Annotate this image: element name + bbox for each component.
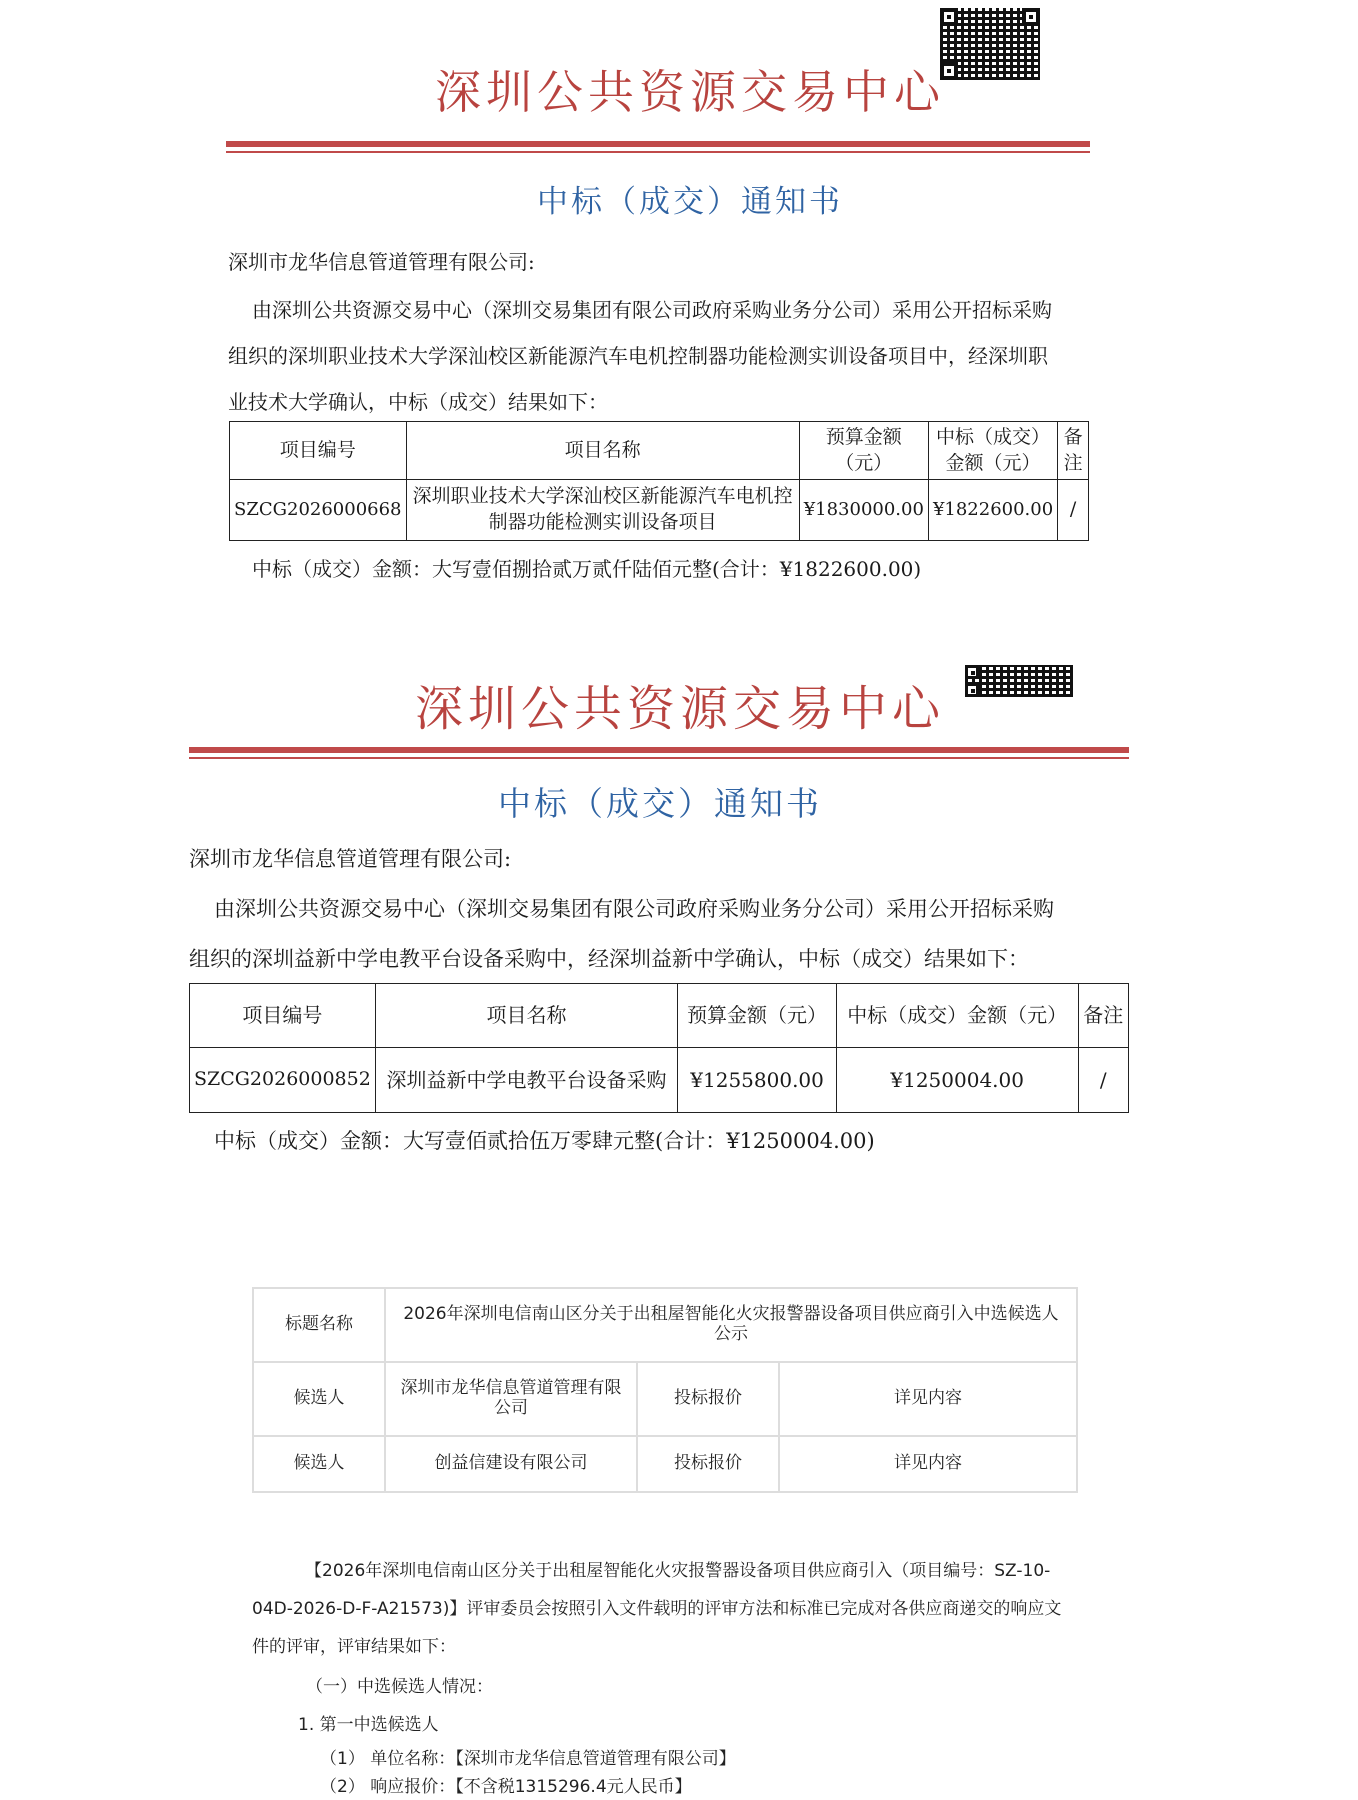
table-header: 预算金额（元） <box>678 984 837 1048</box>
table-cell: ¥1255800.00 <box>678 1048 837 1113</box>
paragraph-line: 件的评审，评审结果如下： <box>252 1637 456 1657</box>
candidate-label: 候选人 <box>253 1362 385 1436</box>
doc-title: 中标（成交）通知书 <box>537 184 843 220</box>
body-line: 组织的深圳益新中学电教平台设备采购中，经深圳益新中学确认，中标（成交）结果如下： <box>189 947 1029 971</box>
addressee: 深圳市龙华信息管道管理有限公司: <box>228 250 535 274</box>
table-cell: ¥1830000.00 <box>799 480 928 541</box>
addressee: 深圳市龙华信息管道管理有限公司: <box>189 847 512 871</box>
header-rule-thin <box>189 757 1129 759</box>
title-label: 标题名称 <box>253 1288 385 1362</box>
body-line: 业技术大学确认，中标（成交）结果如下： <box>228 390 608 414</box>
table-cell: / <box>1058 480 1089 541</box>
table-header: 项目名称 <box>406 422 799 480</box>
body-line: 由深圳公共资源交易中心（深圳交易集团有限公司政府采购业务分公司）采用公开招标采购 <box>214 897 1054 921</box>
title-value: 2026年深圳电信南山区分关于出租屋智能化火灾报警器设备项目供应商引入中选候选人公示 <box>385 1288 1077 1362</box>
candidate-label: 候选人 <box>253 1436 385 1492</box>
qr-code-icon <box>965 665 1073 697</box>
table-cell: ¥1250004.00 <box>836 1048 1078 1113</box>
table-header: 中标（成交）金额（元） <box>928 422 1057 480</box>
detail-link[interactable]: 详见内容 <box>779 1436 1077 1492</box>
amount-line: 中标（成交）金额：大写壹佰贰拾伍万零肆元整(合计：¥1250004.00) <box>214 1129 875 1153</box>
bid-label: 投标报价 <box>637 1362 779 1436</box>
award-table <box>189 983 1129 1113</box>
table-header: 备注 <box>1058 422 1089 480</box>
table-header: 项目编号 <box>190 984 376 1048</box>
table-cell: ¥1822600.00 <box>928 480 1057 541</box>
table-header: 预算金额（元） <box>799 422 928 480</box>
candidate-name: 深圳市龙华信息管道管理有限公司 <box>385 1362 637 1436</box>
body-line: 组织的深圳职业技术大学深汕校区新能源汽车电机控制器功能检测实训设备项目中，经深圳职 <box>228 344 1048 368</box>
doc-title: 中标（成交）通知书 <box>498 784 822 823</box>
header-rule-thick <box>226 141 1090 147</box>
body-line: 由深圳公共资源交易中心（深圳交易集团有限公司政府采购业务分公司）采用公开招标采购 <box>252 298 1052 322</box>
header-rule-thin <box>226 151 1090 153</box>
list-item: （2） 响应报价：【不含税1315296.4元人民币】 <box>320 1777 692 1797</box>
org-title: 深圳公共资源交易中心 <box>414 681 945 737</box>
table-cell: SZCG2026000668 <box>230 480 407 541</box>
detail-link[interactable]: 详见内容 <box>779 1362 1077 1436</box>
table-cell: 深圳职业技术大学深汕校区新能源汽车电机控制器功能检测实训设备项目 <box>406 480 799 541</box>
paragraph-line: 04D-2026-D-F-A21573)】评审委员会按照引入文件载明的评审方法和标准已完成对各供应商递交的响应文 <box>252 1599 1062 1619</box>
list-item: 1. 第一中选候选人 <box>298 1715 439 1735</box>
bid-label: 投标报价 <box>637 1436 779 1492</box>
table-header: 项目名称 <box>375 984 677 1048</box>
candidate-name: 创益信建设有限公司 <box>385 1436 637 1492</box>
table-cell: / <box>1078 1048 1129 1113</box>
org-title: 深圳公共资源交易中心 <box>435 65 945 119</box>
table-header: 中标（成交）金额（元） <box>836 984 1078 1048</box>
table-cell: SZCG2026000852 <box>190 1048 376 1113</box>
award-table <box>229 421 1089 541</box>
publicity-table <box>252 1287 1078 1493</box>
list-item: （1） 单位名称：【深圳市龙华信息管道管理有限公司】 <box>320 1749 736 1769</box>
header-rule-thick <box>189 747 1129 753</box>
table-header: 备注 <box>1078 984 1129 1048</box>
paragraph-line: 【2026年深圳电信南山区分关于出租屋智能化火灾报警器设备项目供应商引入（项目编号：SZ-10- <box>305 1561 1051 1581</box>
section-heading: （一）中选候选人情况： <box>306 1677 493 1697</box>
table-cell: 深圳益新中学电教平台设备采购 <box>375 1048 677 1113</box>
amount-line: 中标（成交）金额：大写壹佰捌拾贰万贰仟陆佰元整(合计：¥1822600.00) <box>252 557 922 581</box>
table-header: 项目编号 <box>230 422 407 480</box>
